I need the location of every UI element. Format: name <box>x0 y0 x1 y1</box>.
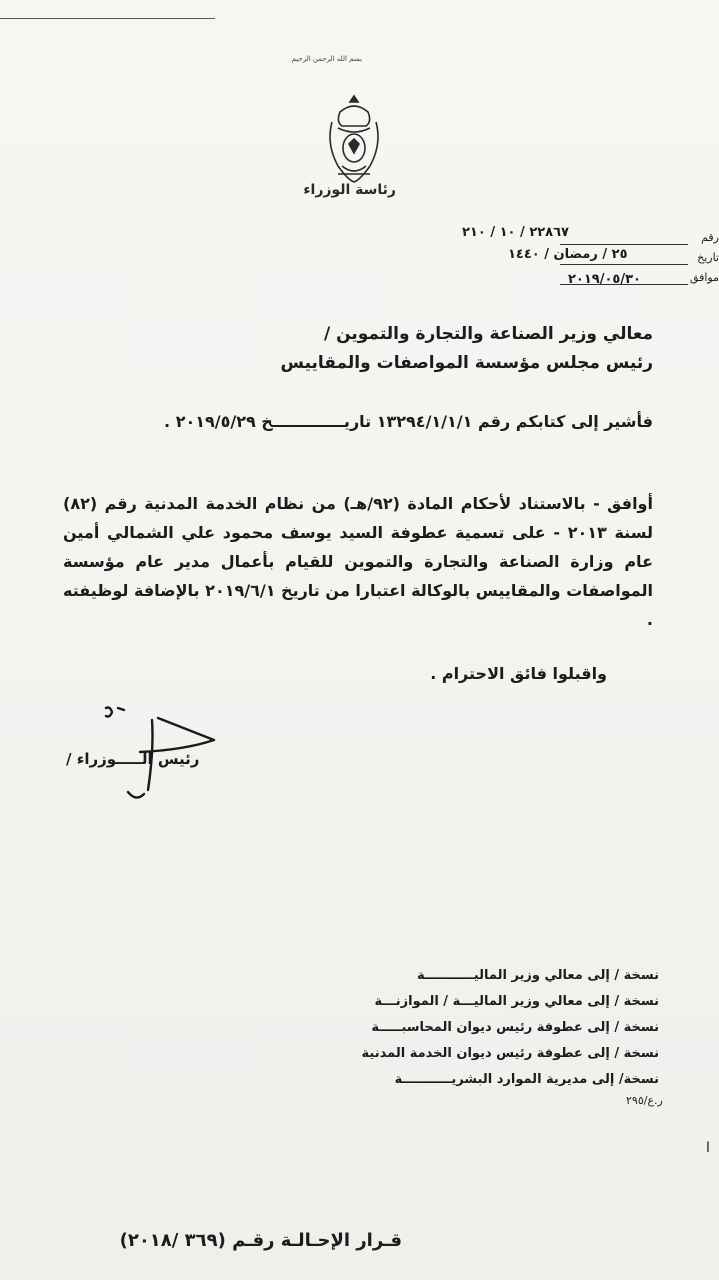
copy-line: نسخة / إلى عطوفة رئيس ديوان المحاسبـــــة <box>371 1020 659 1035</box>
gregorian-date: ٢٠١٩/٠٥/٣٠ <box>568 272 641 287</box>
body-paragraph-2: أوافق - بالاستناد لأحكام المادة (٩٢/هـ) من نظام الخدمة المدنية رقم (٨٢) لسنة ٢٠١٣ - على تسمية عطوفة السيد يوسف محمود علي الشمالي أمين عام وزارة الصناعة والتجارة والتموين للقيام بأعمال مدير عام مؤسسة المواصفات والمقاييس بالوكالة اعتبارا من تاريخ ٢٠١٩/٦/١ بالإضافة لوظيفته . <box>63 494 654 629</box>
office-logo-text: رئاسة الوزراء <box>303 182 396 198</box>
addressee-block <box>133 320 653 378</box>
decision-number: قـرار الإحـالـة رقـم (٣٦٩ /٢٠١٨) <box>119 1230 402 1251</box>
bismillah-text: بسم الله الرحمن الرحيم <box>291 55 362 63</box>
copy-line: نسخة / إلى عطوفة رئيس ديوان الخدمة المدنية <box>361 1046 659 1061</box>
edge-mark: ا <box>706 1140 710 1156</box>
agreed-label: موافق <box>689 271 719 284</box>
reference-labels <box>689 228 719 288</box>
top-rule <box>0 18 215 19</box>
reference-code: ر.ع/٢٩٥ <box>626 1094 663 1107</box>
closing-line: واقبلوا فائق الاحترام . <box>430 664 607 683</box>
copies-list <box>299 963 659 1093</box>
signer-title: رئيس الـــــوزراء / <box>66 750 200 768</box>
addressee-line-1: معالي وزير الصناعة والتجارة والتموين / <box>323 324 653 344</box>
date-label: تاريخ <box>697 251 719 264</box>
hijri-date: ٢٥ / رمضان / ١٤٤٠ <box>508 247 628 262</box>
body-paragraph-1: فأشير إلى كتابكم رقم ١٣٢٩٤/١/١/١ تاريـــــــــــــخ ٢٠١٩/٥/٢٩ . <box>164 412 653 431</box>
copy-line: نسخة / إلى معالي وزير الماليـــة / الموازنـــة <box>374 994 659 1009</box>
addressee-line-2: رئيس مجلس مؤسسة المواصفات والمقاييس <box>280 353 653 373</box>
reference-number: ٢٢٨٦٧ / ١٠ / ٢١٠ <box>462 225 569 240</box>
number-label: رقم <box>701 231 719 244</box>
copy-line: نسخة / إلى معالي وزير الماليـــــــــــة <box>417 968 659 983</box>
copy-line: نسخة/ إلى مديرية الموارد البشريـــــــــــة <box>394 1072 659 1087</box>
jordan-coat-of-arms-icon <box>318 92 390 187</box>
